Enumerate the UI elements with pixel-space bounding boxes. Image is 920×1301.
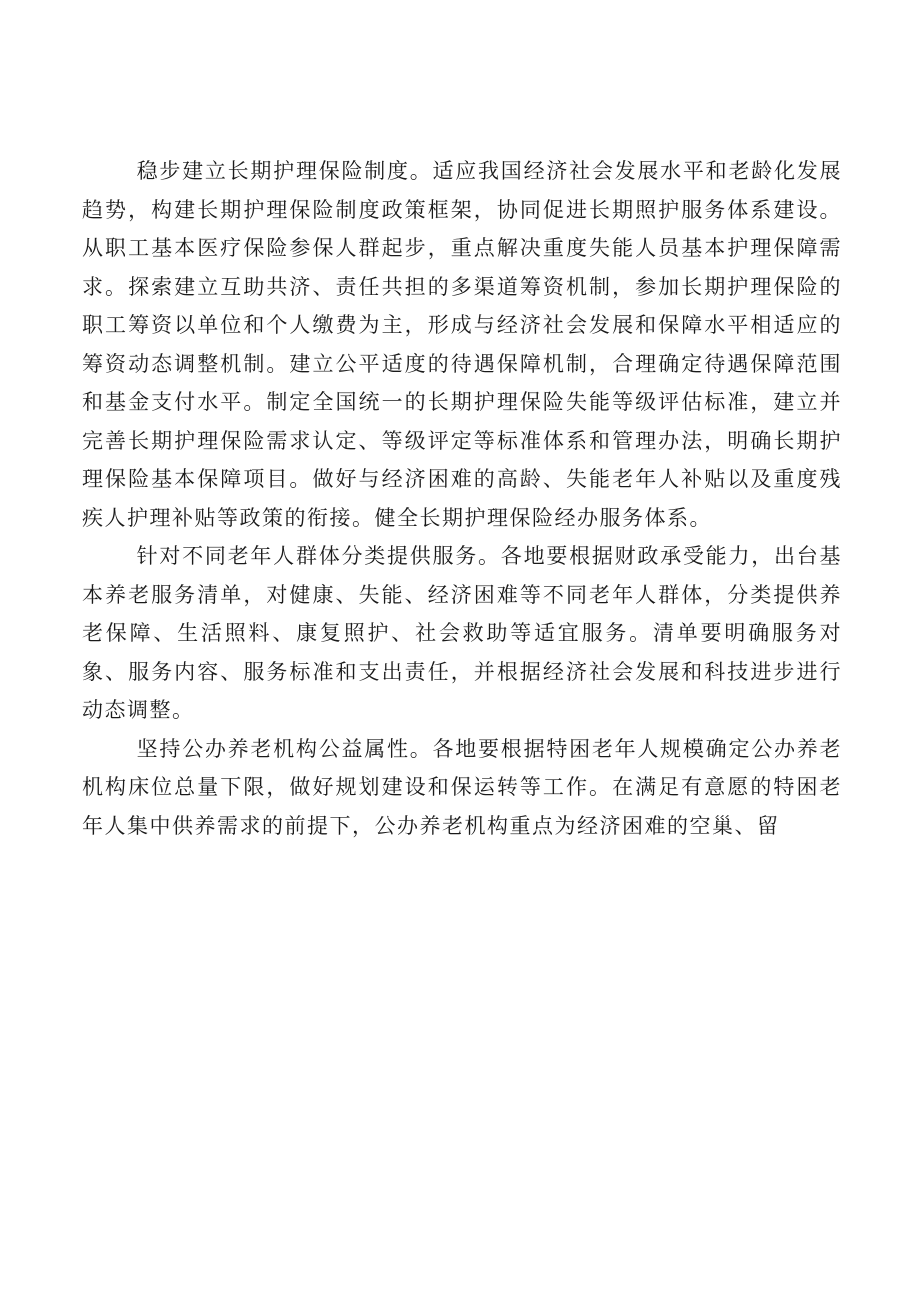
document-body [82, 152, 842, 845]
paragraph-public-welfare-institutions: 坚持公办养老机构公益属性。各地要根据特困老年人规模确定公办养老机构床位总量下限，做好规划建设和保运转等工作。在满足有意愿的特困老年人集中供养需求的前提下，公办养老机构重点为经济困难的空巢、留 [82, 736, 842, 838]
paragraph-long-term-care-insurance: 稳步建立长期护理保险制度。适应我国经济社会发展水平和老龄化发展趋势，构建长期护理保险制度政策框架，协同促进长期照护服务体系建设。从职工基本医疗保险参保人群起步，重点解决重度失能人员基本护理保障需求。探索建立互助共济、责任共担的多渠道筹资机制，参加长期护理保险的职工筹资以单位和个人缴费为主，形成与经济社会发展和保障水平相适应的筹资动态调整机制。建立公平适度的待遇保障机制，合理确定待遇保障范围和基金支付水平。制定全国统一的长期护理保险失能等级评估标准，建立并完善长期护理保险需求认定、等级评定等标准体系和管理办法，明确长期护理保险基本保障项目。做好与经济困难的高龄、失能老年人补贴以及重度残疾人护理补贴等政策的衔接。健全长期护理保险经办服务体系。 [82, 159, 842, 530]
paragraph-classified-services: 针对不同老年人群体分类提供服务。各地要根据财政承受能力，出台基本养老服务清单，对健康、失能、经济困难等不同老年人群体，分类提供养老保障、生活照料、康复照护、社会救助等适宜服务。清单要明确服务对象、服务内容、服务标准和支出责任，并根据经济社会发展和科技进步进行动态调整。 [82, 544, 842, 722]
